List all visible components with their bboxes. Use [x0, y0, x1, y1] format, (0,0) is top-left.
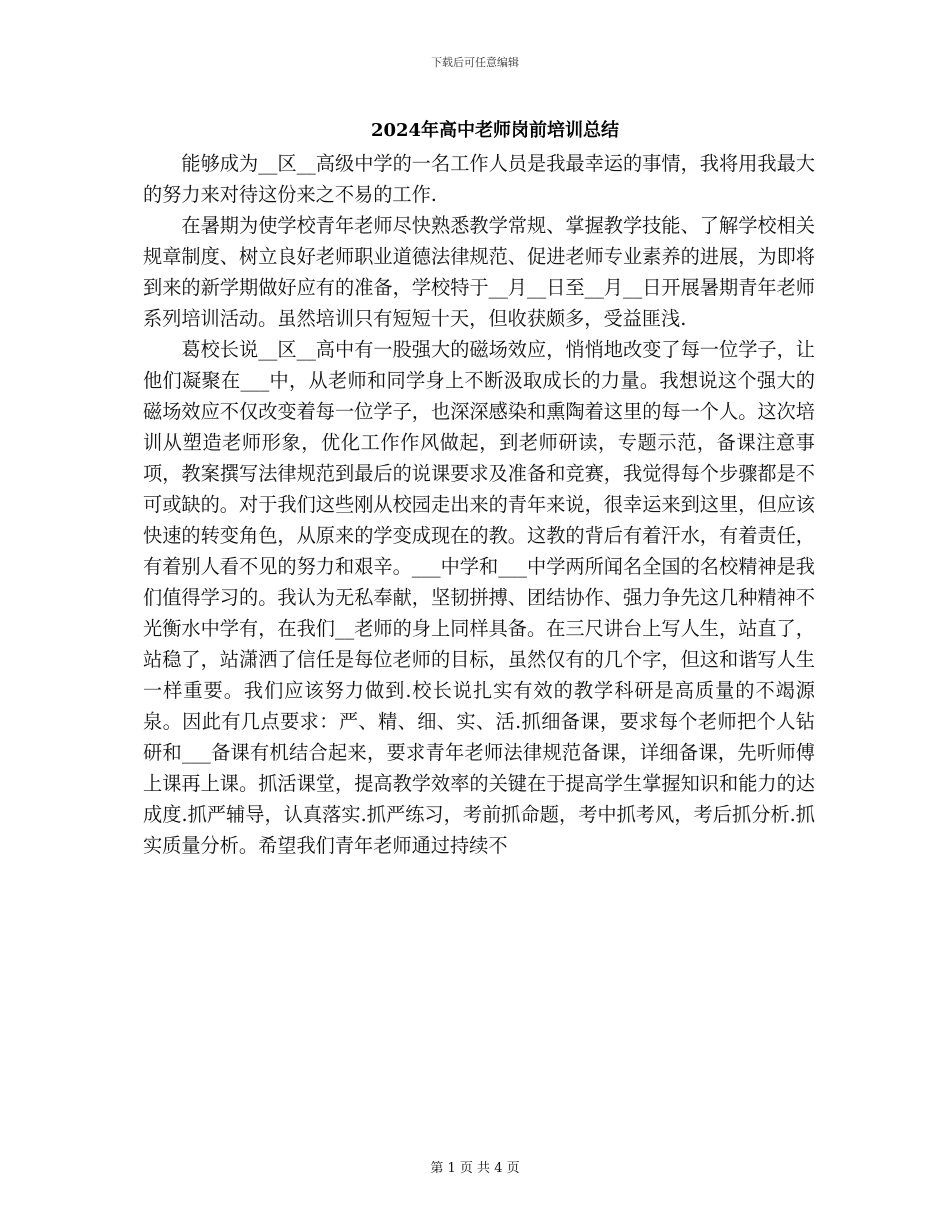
document-title: 2024年高中老师岗前培训总结 — [370, 120, 620, 141]
page-indicator: 第 1 页 共 4 页 — [430, 1161, 520, 1176]
document-body — [143, 148, 815, 861]
paragraph-1: 能够成为__区__高级中学的一名工作人员是我最幸运的事情，我将用我最大的努力来对待这份来之不易的工作. — [143, 152, 815, 206]
paragraph-3: 葛校长说__区__高中有一股强大的磁场效应，悄悄地改变了每一位学子，让他们凝聚在___中，从老师和同学身上不断汲取成长的力量。我想说这个强大的磁场效应不仅改变着每一位学子，也深深感染和熏陶着这里的每一个人。这次培训从塑造老师形象，优化工作作风做起，到老师研读，专题示范，备课注意事项，教案撰写法律规范到最后的说课要求及准备和竞赛，我觉得每个步骤都是不可或缺的。对于我们这些刚从校园走出来的青年来说，很幸运来到这里，但应该快速的转变角色，从原来的学变成现在的教。这教的背后有着汗水，有着责任，有着别人看不见的努力和艰辛。___中学和___中学两所闻名全国的名校精神是我们值得学习的。我认为无私奉献，坚韧拼搏、团结协作、强力争先这几种精神不光衡水中学有，在我们__老师的身上同样具备。在三尺讲台上写人生，站直了，站稳了，站潇洒了信任是每位老师的目标，虽然仅有的几个字，但这和谐写人生一样重要。我们应该努力做到.校长说扎实有效的教学科研是高质量的不竭源泉。因此有几点要求：严、精、细、实、活.抓细备课，要求每个老师把个人钻研和___备课有机结合起来，要求青年老师法律规范备课，详细备课，先听师傅上课再上课。抓活课堂，提高教学效率的关键在于提高学生掌握知识和能力的达成度.抓严辅导，认真落实.抓严练习，考前抓命题，考中抓考风，考后抓分析.抓实质量分析。希望我们青年老师通过持续不 — [143, 338, 815, 857]
paragraph-2: 在暑期为使学校青年老师尽快熟悉教学常规、掌握教学技能、了解学校相关规章制度、树立良好老师职业道德法律规范、促进老师专业素养的进展，为即将到来的新学期做好应有的准备，学校特于__月__日至__月__日开展暑期青年老师系列培训活动。虽然培训只有短短十天，但收获颇多，受益匪浅. — [143, 214, 815, 330]
header-note: 下载后可任意编辑 — [431, 56, 519, 69]
